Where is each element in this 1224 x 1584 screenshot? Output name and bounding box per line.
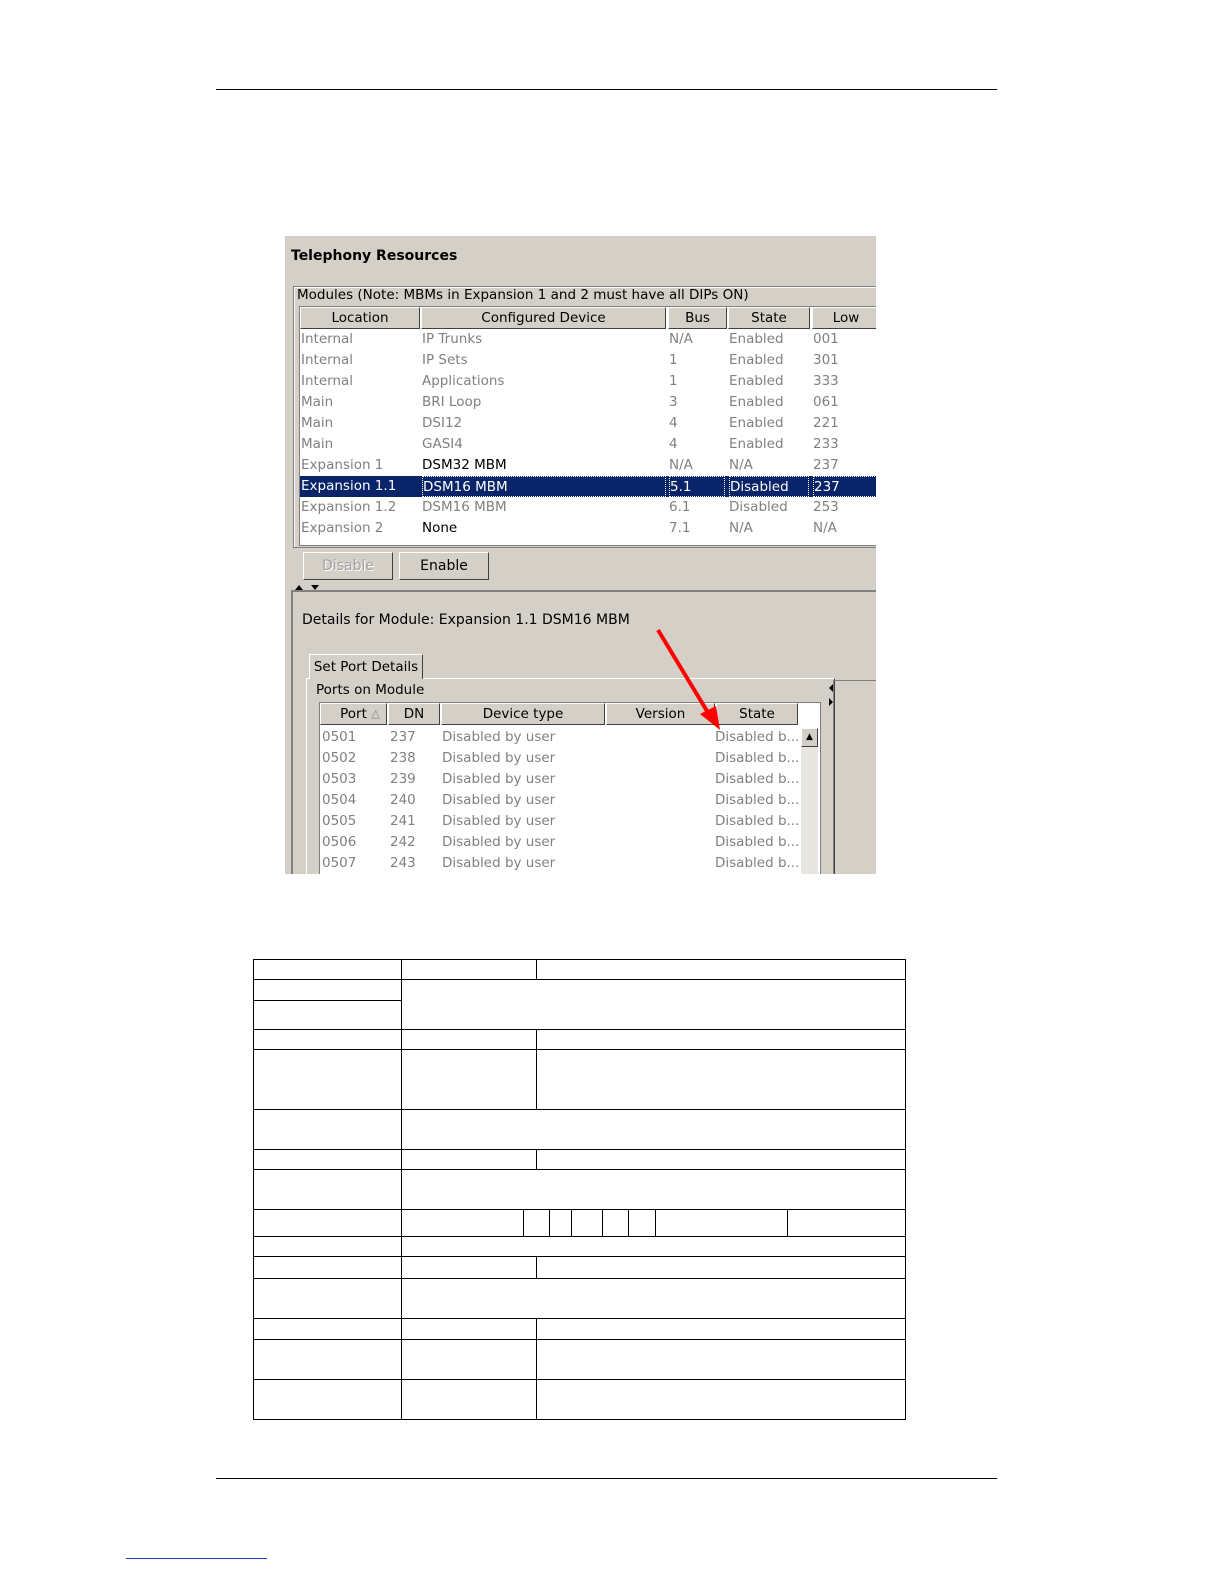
module-cell-bus: 3	[669, 394, 678, 410]
module-row[interactable]	[300, 518, 876, 539]
module-cell-low: 301	[813, 352, 839, 368]
port-cell-type: Disabled by user	[442, 855, 556, 871]
module-cell-state: Enabled	[729, 415, 784, 431]
sort-asc-icon: △	[371, 707, 380, 720]
col-bus[interactable]: Bus	[668, 307, 727, 329]
module-cell-state: Enabled	[729, 331, 784, 347]
module-row[interactable]	[300, 413, 876, 434]
panel-toggle-icon[interactable]	[827, 684, 835, 708]
module-cell-low: N/A	[813, 520, 837, 536]
port-row[interactable]	[320, 790, 821, 811]
port-row[interactable]	[320, 811, 821, 832]
port-cell-state: Disabled b...	[715, 813, 799, 829]
module-cell-location: Main	[301, 436, 334, 452]
col-configured-device[interactable]: Configured Device	[421, 307, 666, 329]
col-port-state[interactable]: State	[716, 703, 798, 725]
tab-set-port-details[interactable]: Set Port Details	[309, 654, 423, 679]
col-low[interactable]: Low	[812, 307, 876, 329]
col-state[interactable]: State	[728, 307, 810, 329]
module-cell-location: Expansion 1	[301, 457, 384, 473]
port-cell-port: 0504	[322, 792, 357, 808]
module-cell-device: IP Trunks	[422, 331, 483, 347]
form-table	[253, 959, 906, 1419]
modules-header	[300, 307, 876, 329]
port-cell-type: Disabled by user	[442, 792, 556, 808]
details-title: Details for Module: Expansion 1.1 DSM16 MBM	[302, 612, 630, 628]
port-cell-state: Disabled b...	[715, 771, 799, 787]
port-cell-type: Disabled by user	[442, 729, 556, 745]
col-device-type[interactable]: Device type	[441, 703, 605, 725]
red-arrow-annotation	[650, 626, 730, 736]
module-cell-location: Main	[301, 394, 334, 410]
port-row[interactable]	[320, 832, 821, 853]
col-location[interactable]: Location	[300, 307, 420, 329]
module-cell-location: Expansion 1.1	[301, 478, 397, 494]
module-cell-state: Enabled	[729, 394, 784, 410]
module-cell-location: Expansion 2	[301, 520, 384, 536]
port-cell-port: 0502	[322, 750, 357, 766]
module-cell-low: 237	[813, 457, 839, 473]
module-cell-bus: 7.1	[669, 520, 691, 536]
module-row[interactable]	[300, 329, 876, 350]
modules-table	[299, 306, 876, 546]
port-cell-state: Disabled b...	[715, 855, 799, 871]
port-cell-port: 0505	[322, 813, 357, 829]
port-cell-type: Disabled by user	[442, 750, 556, 766]
module-cell-low: 333	[813, 373, 839, 389]
port-cell-dn: 238	[390, 750, 416, 766]
module-cell-device: BRI Loop	[422, 394, 482, 410]
module-cell-low: 001	[813, 331, 839, 347]
col-dn[interactable]: DN	[388, 703, 440, 725]
right-collapsed-panel	[833, 680, 876, 874]
module-row[interactable]	[300, 497, 876, 518]
col-port[interactable]	[320, 703, 387, 725]
port-cell-state: Disabled b...	[715, 834, 799, 850]
port-cell-type: Disabled by user	[442, 771, 556, 787]
module-row[interactable]	[300, 434, 876, 455]
module-cell-state: N/A	[729, 457, 753, 473]
scroll-up-icon[interactable]: ▲	[801, 728, 818, 747]
port-cell-port: 0501	[322, 729, 357, 745]
module-cell-state: Disabled	[729, 499, 788, 515]
port-cell-state: Disabled b...	[715, 729, 799, 745]
module-row[interactable]	[300, 350, 876, 371]
module-cell-location: Internal	[301, 373, 354, 389]
module-cell-device: None	[422, 520, 458, 536]
module-cell-location: Internal	[301, 331, 354, 347]
ports-label: Ports on Module	[316, 682, 425, 698]
telephony-resources-window	[285, 236, 876, 874]
module-cell-state: Disabled	[729, 476, 809, 497]
port-cell-dn: 239	[390, 771, 416, 787]
col-port-label: Port	[340, 706, 367, 722]
port-cell-dn: 237	[390, 729, 416, 745]
module-row[interactable]	[300, 392, 876, 413]
header-rule	[216, 89, 997, 90]
module-cell-device: DSM16 MBM	[422, 476, 666, 497]
module-cell-bus: 5.1	[669, 476, 725, 497]
module-cell-location: Expansion 1.2	[301, 499, 397, 515]
module-row[interactable]	[300, 455, 876, 476]
module-cell-bus: 1	[669, 373, 678, 389]
module-cell-state: N/A	[729, 520, 753, 536]
port-row[interactable]	[320, 853, 821, 874]
module-cell-low: 233	[813, 436, 839, 452]
footer-link-underline	[126, 1558, 267, 1559]
module-cell-device: DSM32 MBM	[422, 457, 507, 473]
module-cell-state: Enabled	[729, 436, 784, 452]
port-cell-port: 0503	[322, 771, 357, 787]
module-cell-low: 061	[813, 394, 839, 410]
ports-table	[319, 702, 821, 874]
module-cell-device: DSM16 MBM	[422, 499, 507, 515]
module-cell-device: Applications	[422, 373, 505, 389]
module-cell-bus: 4	[669, 436, 678, 452]
module-cell-device: GASI4	[422, 436, 463, 452]
port-cell-port: 0506	[322, 834, 357, 850]
port-cell-dn: 240	[390, 792, 416, 808]
port-cell-state: Disabled b...	[715, 750, 799, 766]
module-cell-location: Internal	[301, 352, 354, 368]
module-row[interactable]	[300, 476, 876, 497]
module-cell-state: Enabled	[729, 373, 784, 389]
port-row[interactable]	[320, 769, 821, 790]
module-cell-bus: 1	[669, 352, 678, 368]
ports-scrollbar[interactable]	[801, 728, 818, 874]
module-cell-bus: 4	[669, 415, 678, 431]
module-cell-state: Enabled	[729, 352, 784, 368]
footer-rule	[216, 1478, 997, 1479]
ports-header	[320, 703, 821, 725]
module-cell-device: IP Sets	[422, 352, 468, 368]
port-cell-dn: 241	[390, 813, 416, 829]
modules-label: Modules (Note: MBMs in Expansion 1 and 2 must have all DIPs ON)	[297, 287, 749, 303]
module-cell-bus: N/A	[669, 331, 693, 347]
module-row[interactable]	[300, 371, 876, 392]
port-cell-type: Disabled by user	[442, 834, 556, 850]
port-cell-state: Disabled b...	[715, 792, 799, 808]
enable-button[interactable]: Enable	[399, 552, 489, 580]
module-cell-low: 221	[813, 415, 839, 431]
port-cell-port: 0507	[322, 855, 357, 871]
port-cell-dn: 243	[390, 855, 416, 871]
port-cell-type: Disabled by user	[442, 813, 556, 829]
module-cell-low: 253	[813, 499, 839, 515]
port-cell-dn: 242	[390, 834, 416, 850]
module-cell-bus: N/A	[669, 457, 693, 473]
module-cell-low: 237	[813, 476, 876, 497]
port-row[interactable]	[320, 727, 821, 748]
col-version[interactable]: Version	[606, 703, 715, 725]
port-row[interactable]	[320, 748, 821, 769]
module-cell-location: Main	[301, 415, 334, 431]
module-cell-bus: 6.1	[669, 499, 691, 515]
module-cell-device: DSI12	[422, 415, 463, 431]
window-title: Telephony Resources	[291, 248, 458, 264]
disable-button[interactable]: Disable	[303, 552, 393, 580]
